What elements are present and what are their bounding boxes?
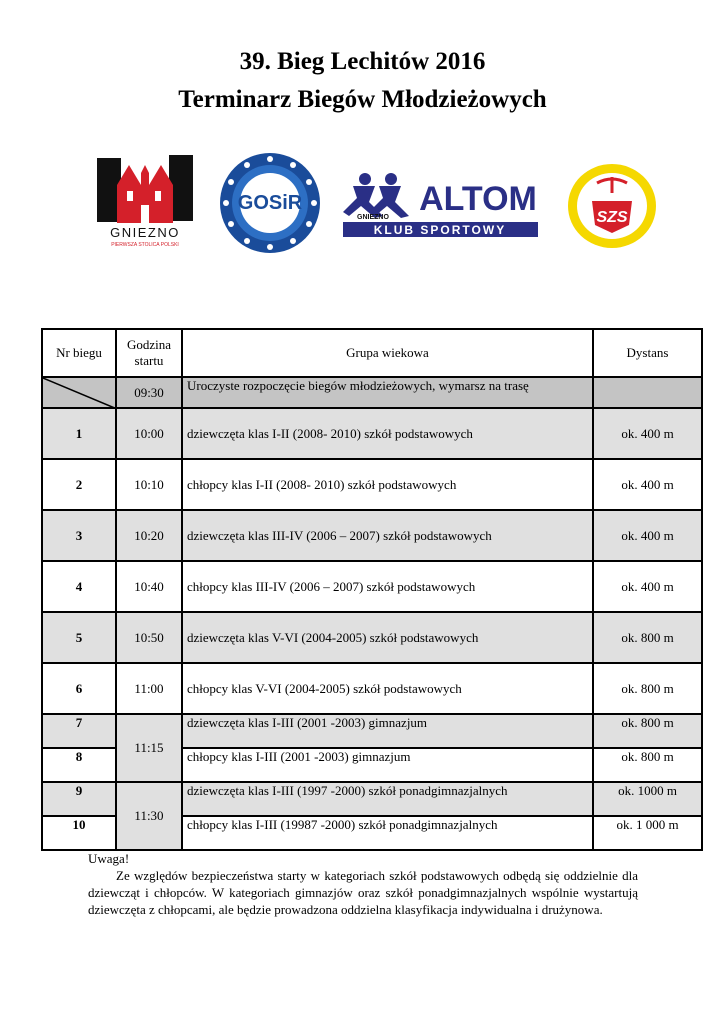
row-distance: ok. 400 m xyxy=(593,459,702,510)
table-row xyxy=(42,782,702,816)
opening-group: Uroczyste rozpoczęcie biegów młodzieżowych, wymarsz na trasę xyxy=(182,377,593,408)
gniezno-logo-subtext: PIERWSZA STOLICA POLSKI xyxy=(111,242,179,248)
row-nr: 5 xyxy=(42,612,116,663)
opening-time: 09:30 xyxy=(116,377,182,408)
row-time: 11:00 xyxy=(116,663,182,714)
gosir-logo-text: GOSiR xyxy=(237,192,303,214)
row-distance: ok. 800 m xyxy=(593,714,702,748)
row-nr: 4 xyxy=(42,561,116,612)
row-group: chłopcy klas I-III (19987 -2000) szkół ponadgimnazjalnych xyxy=(182,816,593,850)
page-subtitle: Terminarz Biegów Młodzieżowych xyxy=(178,86,547,113)
table-row xyxy=(42,663,702,714)
row-nr: 7 xyxy=(42,714,116,748)
row-distance: ok. 800 m xyxy=(593,663,702,714)
row-group: chłopcy klas III-IV (2006 – 2007) szkół podstawowych xyxy=(182,561,593,612)
row-nr: 10 xyxy=(42,816,116,850)
diagonal-cell xyxy=(42,377,116,408)
row-distance: ok. 800 m xyxy=(593,612,702,663)
szs-logo-text: SZS xyxy=(596,209,628,226)
table-row xyxy=(42,459,702,510)
row-group: chłopcy klas I-II (2008- 2010) szkół podstawowych xyxy=(182,459,593,510)
row-distance: ok. 400 m xyxy=(593,408,702,459)
table-row xyxy=(42,561,702,612)
row-group: dziewczęta klas I-II (2008- 2010) szkół podstawowych xyxy=(182,408,593,459)
header-distance: Dystans xyxy=(593,329,702,377)
row-time: 11:30 xyxy=(116,782,182,850)
opening-distance xyxy=(593,377,702,408)
gosir-logo xyxy=(219,152,321,254)
row-nr: 6 xyxy=(42,663,116,714)
altom-logo xyxy=(343,172,540,238)
row-distance: ok. 400 m xyxy=(593,561,702,612)
note-body: Ze względów bezpieczeństwa starty w kategoriach szkół podstawowych odbędą się oddzielnie dla dziewcząt i chłopców. W kategoriach gimnazjów oraz szkół ponadgimnazjalnych wspólnie wystartują dziewczęta z chłopcami, ale będzie prowadzona oddzielna klasyfikacja indywidualna i drużynowa. xyxy=(88,868,638,917)
gniezno-logo-text: GNIEZNO xyxy=(110,225,180,240)
table-header xyxy=(42,329,702,377)
row-group: chłopcy klas I-III (2001 -2003) gimnazjum xyxy=(182,748,593,782)
schedule-table xyxy=(41,328,703,851)
row-distance: ok. 1 000 m xyxy=(593,816,702,850)
table-row xyxy=(42,510,702,561)
row-time: 10:00 xyxy=(116,408,182,459)
header-time: Godzina startu xyxy=(116,329,182,377)
header-nr: Nr biegu xyxy=(42,329,116,377)
row-nr: 1 xyxy=(42,408,116,459)
row-time: 10:50 xyxy=(116,612,182,663)
altom-logo-small: GNIEZNO xyxy=(357,214,389,221)
row-distance: ok. 400 m xyxy=(593,510,702,561)
table-row xyxy=(42,714,702,748)
table-row xyxy=(42,612,702,663)
szs-logo xyxy=(567,163,657,249)
page-title: 39. Bieg Lechitów 2016 xyxy=(239,48,486,75)
altom-logo-band: KLUB SPORTOWY xyxy=(373,223,507,237)
header-group: Grupa wiekowa xyxy=(182,329,593,377)
row-group: chłopcy klas V-VI (2004-2005) szkół podstawowych xyxy=(182,663,593,714)
opening-row xyxy=(42,377,702,408)
note-heading: Uwaga! xyxy=(88,851,130,866)
row-group: dziewczęta klas I-III (2001 -2003) gimnazjum xyxy=(182,714,593,748)
row-time: 11:15 xyxy=(116,714,182,782)
table-row xyxy=(42,408,702,459)
row-distance: ok. 800 m xyxy=(593,748,702,782)
gniezno-logo xyxy=(97,155,193,251)
note xyxy=(88,850,638,918)
diagonal-line xyxy=(43,378,117,409)
row-distance: ok. 1000 m xyxy=(593,782,702,816)
row-nr: 9 xyxy=(42,782,116,816)
row-time: 10:10 xyxy=(116,459,182,510)
row-nr: 2 xyxy=(42,459,116,510)
row-nr: 3 xyxy=(42,510,116,561)
row-group: dziewczęta klas V-VI (2004-2005) szkół podstawowych xyxy=(182,612,593,663)
row-group: dziewczęta klas I-III (1997 -2000) szkół ponadgimnazjalnych xyxy=(182,782,593,816)
row-nr: 8 xyxy=(42,748,116,782)
row-time: 10:40 xyxy=(116,561,182,612)
altom-logo-text: ALTOM xyxy=(419,180,537,218)
row-group: dziewczęta klas III-IV (2006 – 2007) szkół podstawowych xyxy=(182,510,593,561)
row-time: 10:20 xyxy=(116,510,182,561)
